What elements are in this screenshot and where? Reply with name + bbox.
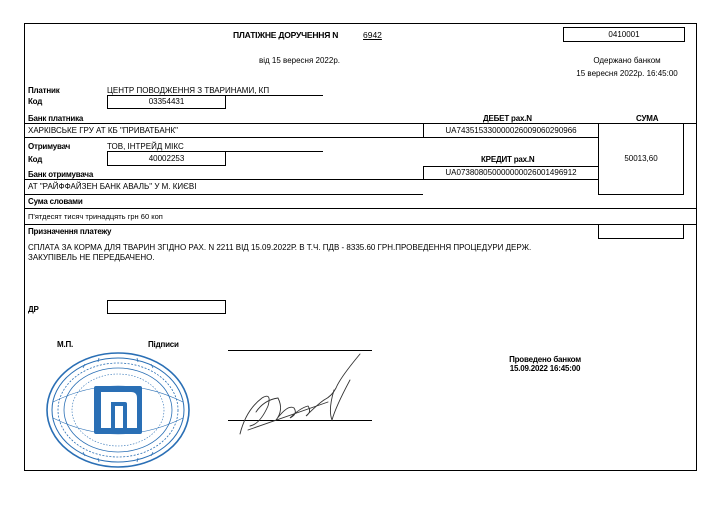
credit-label: КРЕДИТ рах.N: [481, 155, 535, 164]
stamp-label: М.П.: [57, 340, 74, 349]
signature-scribble: [228, 350, 378, 440]
recipient-name: ТОВ, ІНТРЕЙД МІКС: [107, 142, 184, 151]
bank-stamp-seal: [43, 350, 193, 470]
recipient-code: 40002253: [148, 154, 185, 163]
credit-account: UA073808050000000026001496912: [445, 168, 577, 177]
received-date: 15 вересня 2022р. 16:45:00: [576, 69, 678, 78]
dr-label: ДР: [28, 305, 39, 314]
sum-value: 50013,60: [624, 154, 658, 163]
recipient-bank-bottom-line: [24, 194, 423, 195]
purpose-line-1: СПЛАТА ЗА КОРМА ДЛЯ ТВАРИН ЗГІДНО РАХ. N 2211 ВІД 15.09.2022Р. В Т.Ч. ПДВ - 8335.60 ГРН.ПРОВЕДЕННЯ ПРОЦЕДУРИ ДЕРЖ.: [28, 243, 532, 252]
purpose-line-2: ЗАКУПІВЕЛЬ НЕ ПЕРЕДБАЧЕНО.: [28, 253, 155, 262]
recipient-label: Отримувач: [28, 142, 71, 151]
recipient-bank-name: АТ "РАЙФФАЙЗЕН БАНК АВАЛЬ" У М. КИЄВІ: [28, 182, 197, 191]
sum-words-value: П'ятдесят тисяч тринадцять грн 60 коп: [28, 212, 163, 221]
sum-label: СУМА: [636, 114, 659, 123]
signatures-label: Підписи: [148, 340, 179, 349]
document-title: ПЛАТІЖНЕ ДОРУЧЕННЯ N: [233, 30, 339, 40]
sum-words-top-line: [24, 208, 697, 209]
payer-bank-label: Банк платника: [28, 114, 84, 123]
document-number: 6942: [363, 30, 382, 40]
debit-label: ДЕБЕТ рах.N: [483, 114, 532, 123]
recipient-code-label: Код: [28, 155, 43, 164]
form-code: 0410001: [608, 30, 640, 39]
document-date: від 15 вересня 2022р.: [259, 56, 340, 65]
processed-label: Проведено банком: [509, 355, 581, 364]
payer-name: ЦЕНТР ПОВОДЖЕННЯ З ТВАРИНАМИ, КП: [107, 86, 270, 95]
recipient-bank-top-line: [24, 179, 423, 180]
recipient-bank-label: Банк отримувача: [28, 170, 94, 179]
received-label: Одержано банком: [593, 56, 661, 65]
purpose-aux-box: [598, 224, 684, 239]
payer-label: Платник: [28, 86, 60, 95]
payer-code: 03354431: [148, 97, 185, 106]
payer-bank-name: ХАРКІВСЬКЕ ГРУ АТ КБ "ПРИВАТБАНК": [28, 126, 178, 135]
processed-date: 15.09.2022 16:45:00: [509, 364, 581, 373]
purpose-label: Призначення платежу: [28, 227, 112, 236]
payer-code-label: Код: [28, 97, 43, 106]
sum-words-label: Сума словами: [28, 197, 83, 206]
sum-words-bottom-line: [24, 224, 697, 225]
payer-bank-bottom-line: [24, 137, 423, 138]
dr-box: [107, 300, 226, 314]
debit-account: UA743515330000026009060290966: [445, 126, 577, 135]
